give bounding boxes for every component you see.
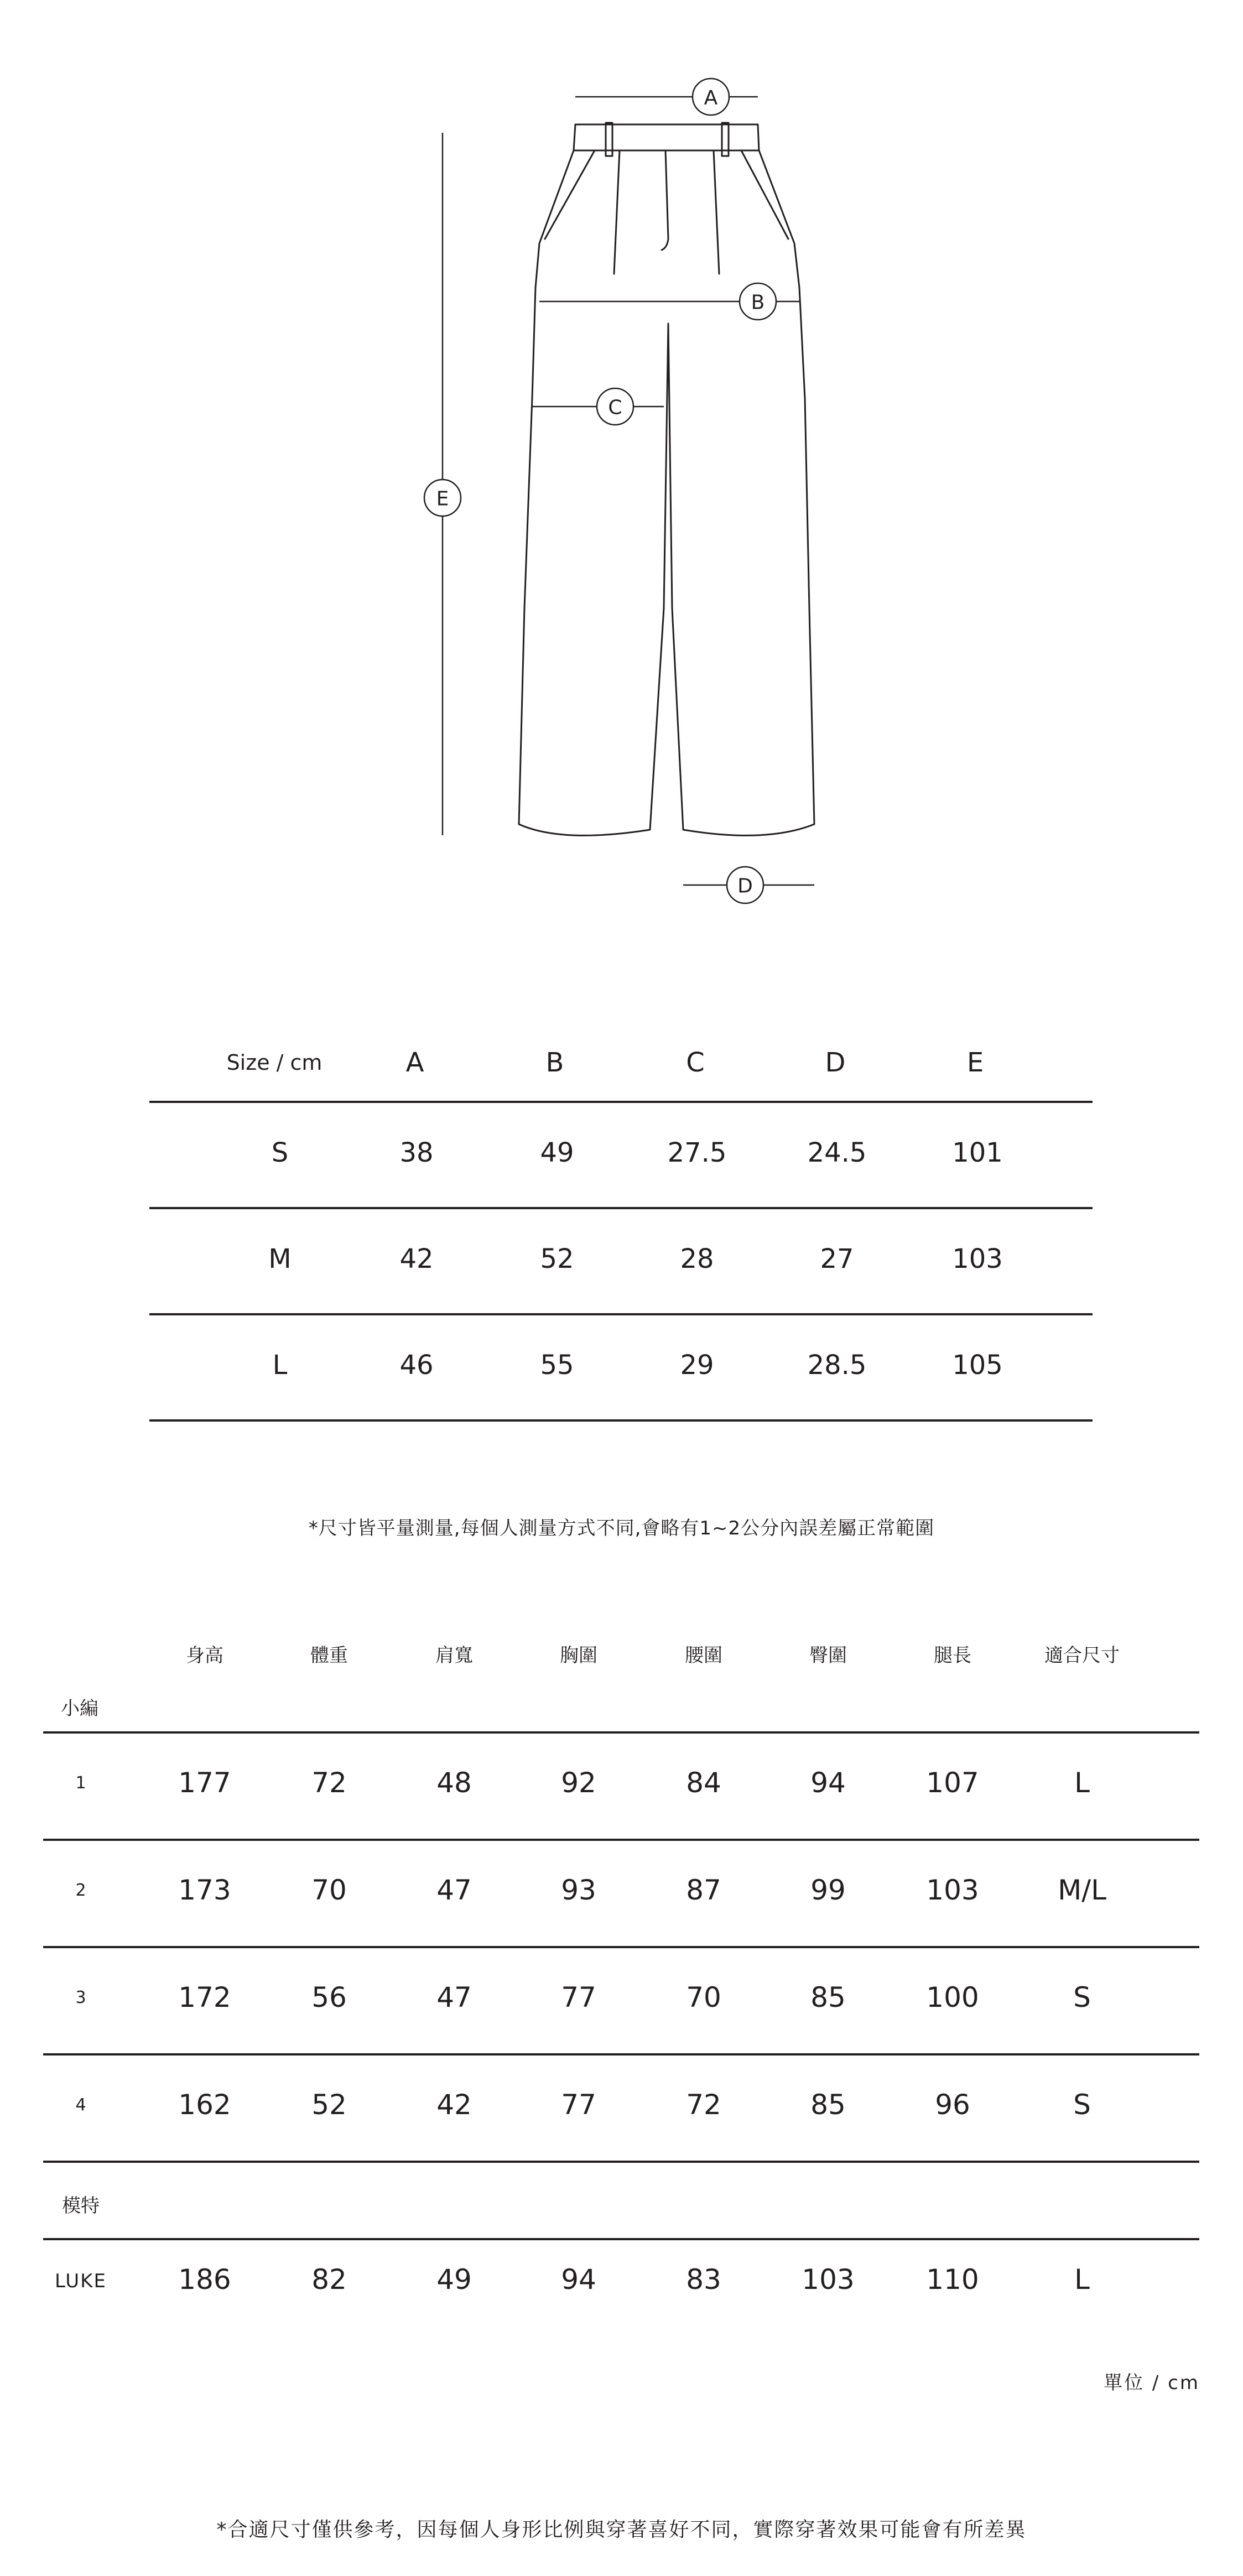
column-header-hip: 臀圍: [809, 1645, 847, 1667]
cell-waist: 72: [686, 2089, 721, 2121]
row-index: 2: [75, 1881, 86, 1900]
editor-row-4: [43, 2053, 1199, 2161]
model-fit-table: [43, 1621, 1199, 2321]
cell-height: 186: [178, 2263, 231, 2296]
size-value: 105: [952, 1350, 1003, 1381]
pants-outline: [519, 150, 814, 835]
marker-c-label: C: [608, 396, 622, 419]
size-value: 101: [952, 1137, 1003, 1168]
cell-weight: 70: [311, 1874, 347, 1906]
cell-weight: 72: [311, 1767, 347, 1799]
column-header-weight: 體重: [310, 1645, 348, 1667]
cell-weight: 82: [311, 2263, 347, 2296]
size-value: 28: [680, 1243, 714, 1274]
column-header-leg: 腿長: [934, 1645, 971, 1667]
pants-fly: [662, 150, 668, 250]
model-table-header: [43, 1621, 1199, 1673]
size-label: L: [272, 1350, 288, 1381]
section-editors-label: 小編: [61, 1698, 98, 1720]
column-header-d: D: [825, 1047, 846, 1078]
section-models: [43, 2161, 1199, 2238]
cell-chest: 77: [561, 2089, 596, 2121]
column-header-chest: 胸圍: [560, 1645, 597, 1667]
cell-hip: 94: [810, 1767, 846, 1799]
size-value: 27: [820, 1243, 854, 1274]
cell-fit-size: L: [1074, 2263, 1090, 2296]
column-header-b: B: [545, 1047, 564, 1078]
cell-weight: 52: [311, 2089, 347, 2121]
cell-leg: 107: [926, 1767, 979, 1799]
cell-waist: 70: [686, 1981, 721, 2013]
size-table-header: [149, 1026, 1093, 1101]
cell-hip: 103: [802, 2263, 855, 2296]
column-header-height: 身高: [186, 1645, 223, 1667]
cell-hip: 99: [810, 1874, 846, 1906]
cell-fit-size: S: [1073, 2089, 1091, 2121]
size-value: 28.5: [807, 1350, 867, 1381]
model-row-luke: [43, 2238, 1199, 2321]
cell-waist: 83: [686, 2263, 721, 2296]
size-value: 38: [399, 1137, 434, 1168]
marker-b-label: B: [751, 291, 765, 314]
size-value: 24.5: [807, 1137, 867, 1168]
section-models-label: 模特: [62, 2195, 100, 2217]
column-header-fit-size: 適合尺寸: [1044, 1645, 1120, 1667]
editor-row-2: [43, 1839, 1199, 1946]
cell-chest: 92: [561, 1767, 596, 1799]
pocket-left: [545, 150, 595, 239]
size-value: 46: [399, 1350, 434, 1381]
cell-shoulder: 49: [436, 2263, 472, 2296]
column-header-waist: 腰圍: [685, 1645, 722, 1667]
cell-leg: 103: [926, 1874, 979, 1906]
section-editors: [43, 1673, 1199, 1731]
pleat-right: [714, 150, 719, 274]
size-value: 52: [540, 1243, 574, 1274]
marker-a-label: A: [704, 86, 718, 110]
size-value: 29: [680, 1350, 714, 1381]
cell-leg: 96: [935, 2089, 970, 2121]
cell-height: 173: [178, 1874, 231, 1906]
row-index: 1: [75, 1773, 86, 1793]
cell-leg: 110: [926, 2263, 979, 2296]
size-row-m: [149, 1207, 1093, 1313]
cell-chest: 77: [561, 1981, 596, 2013]
size-value: 49: [540, 1137, 574, 1168]
size-value: 55: [540, 1350, 574, 1381]
column-header-a: A: [405, 1047, 424, 1078]
cell-height: 162: [178, 2089, 231, 2121]
cell-fit-size: M/L: [1058, 1874, 1106, 1906]
pleat-left: [614, 150, 620, 274]
cell-fit-size: S: [1073, 1981, 1091, 2013]
cell-chest: 93: [561, 1874, 596, 1906]
row-index: 4: [75, 2095, 86, 2115]
row-index: 3: [75, 1988, 86, 2007]
column-header-c: C: [686, 1047, 705, 1078]
cell-waist: 87: [686, 1874, 721, 1906]
cell-shoulder: 42: [436, 2089, 472, 2121]
size-row-l: [149, 1313, 1093, 1422]
size-row-s: [149, 1101, 1093, 1207]
size-unit-header: Size / cm: [226, 1050, 323, 1075]
cell-hip: 85: [810, 2089, 846, 2121]
pants-measurement-diagram: [0, 0, 1243, 940]
size-table: [149, 1026, 1093, 1422]
column-header-e: E: [966, 1047, 984, 1078]
cell-shoulder: 47: [436, 1874, 472, 1906]
cell-height: 172: [178, 1981, 231, 2013]
cell-waist: 84: [686, 1767, 721, 1799]
pants-waistband: [574, 124, 759, 150]
cell-shoulder: 48: [436, 1767, 472, 1799]
marker-d-label: D: [737, 875, 753, 898]
cell-chest: 94: [561, 2263, 596, 2296]
size-value: 42: [399, 1243, 434, 1274]
cell-weight: 56: [311, 1981, 347, 2013]
editor-row-3: [43, 1946, 1199, 2053]
marker-e-label: E: [436, 487, 449, 511]
size-label: M: [268, 1243, 292, 1274]
editor-row-1: [43, 1731, 1199, 1839]
model-name: LUKE: [55, 2270, 107, 2292]
cell-height: 177: [178, 1767, 231, 1799]
cell-fit-size: L: [1074, 1767, 1090, 1799]
column-header-shoulder: 肩寬: [435, 1645, 473, 1667]
cell-leg: 100: [926, 1981, 979, 2013]
fit-disclaimer-note: *合適尺寸僅供參考，因每個人身形比例與穿著喜好不同，實際穿著效果可能會有所差異: [216, 2518, 1027, 2541]
size-value: 103: [952, 1243, 1003, 1274]
size-label: S: [271, 1137, 289, 1168]
size-value: 27.5: [667, 1137, 727, 1168]
cell-shoulder: 47: [436, 1981, 472, 2013]
measurement-note: *尺寸皆平量測量,每個人測量方式不同,會略有1~2公分內誤差屬正常範圍: [308, 1517, 935, 1539]
unit-label: 單位 / cm: [1104, 2372, 1200, 2394]
cell-hip: 85: [810, 1981, 846, 2013]
